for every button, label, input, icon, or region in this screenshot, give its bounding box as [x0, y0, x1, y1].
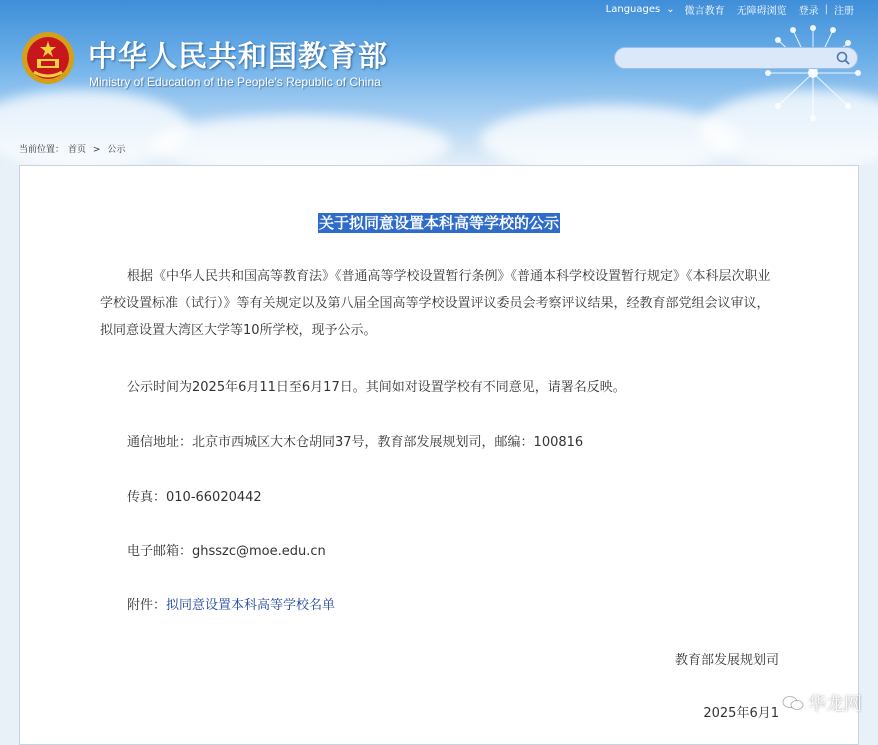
- publish-date: 2025年6月1: [703, 706, 779, 721]
- divider: |: [824, 3, 828, 15]
- search-input[interactable]: [625, 49, 839, 71]
- mailing-address: 通信地址：北京市西城区大木仓胡同37号，教育部发展规划司，邮编：100816: [127, 435, 584, 450]
- dandelion-decoration: [758, 18, 868, 128]
- article-container: [19, 165, 859, 745]
- wechat-icon: [782, 695, 804, 711]
- chevron-down-icon: ⌄: [666, 3, 675, 15]
- languages-link[interactable]: Languages: [605, 3, 661, 15]
- register-link[interactable]: 注册: [834, 5, 854, 17]
- publicity-period: 公示时间为2025年6月11日至6月17日。其间如对设置学校有不同意见，请署名反映。: [127, 380, 626, 395]
- breadcrumb: [19, 142, 129, 155]
- site-header: [0, 0, 878, 165]
- watermark-text: 华龙网: [808, 694, 862, 715]
- attachment-label: 附件：: [127, 598, 167, 613]
- article-title: 关于拟同意设置本科高等学校的公示: [318, 214, 559, 232]
- article-title-wrap: [20, 212, 858, 233]
- email-address: 电子邮箱：ghsszc@moe.edu.cn: [127, 544, 326, 559]
- signer: 教育部发展规划司: [674, 653, 779, 668]
- search-box: [614, 47, 858, 69]
- attachment-line: [127, 594, 335, 613]
- site-title[interactable]: 中华人民共和国教育部: [88, 39, 389, 73]
- login-link[interactable]: 登录: [798, 5, 819, 17]
- site-subtitle: Ministry of Education of the People's Republic of China: [89, 75, 381, 89]
- breadcrumb-label: 当前位置：: [19, 145, 65, 155]
- breadcrumb-home[interactable]: 首页: [68, 145, 87, 155]
- attachment-link[interactable]: 拟同意设置本科高等学校名单: [166, 598, 336, 613]
- weiyan-education-link[interactable]: 微言教育: [684, 5, 725, 17]
- breadcrumb-current[interactable]: 公示: [107, 145, 126, 155]
- breadcrumb-separator: >: [92, 145, 101, 155]
- top-links-bar: [600, 2, 860, 16]
- fax-number: 传真：010-66020442: [127, 490, 262, 505]
- cloud-decoration: [150, 115, 450, 165]
- accessibility-link[interactable]: 无障碍浏览: [736, 5, 787, 17]
- article-paragraph: 根据《中华人民共和国高等教育法》《普通高等学校设置暂行条例》《普通本科学校设置暂行规定》《本科层次职业学校设置标准（试行）》等有关规定以及第八届全国高等学校设置评议委员会考察评议结果，经教育部党组会议审议，拟同意设置大湾区大学等10所学校，现予公示。: [100, 269, 771, 338]
- national-emblem-icon[interactable]: [20, 30, 76, 86]
- watermark: [782, 690, 862, 716]
- search-icon[interactable]: [835, 50, 851, 66]
